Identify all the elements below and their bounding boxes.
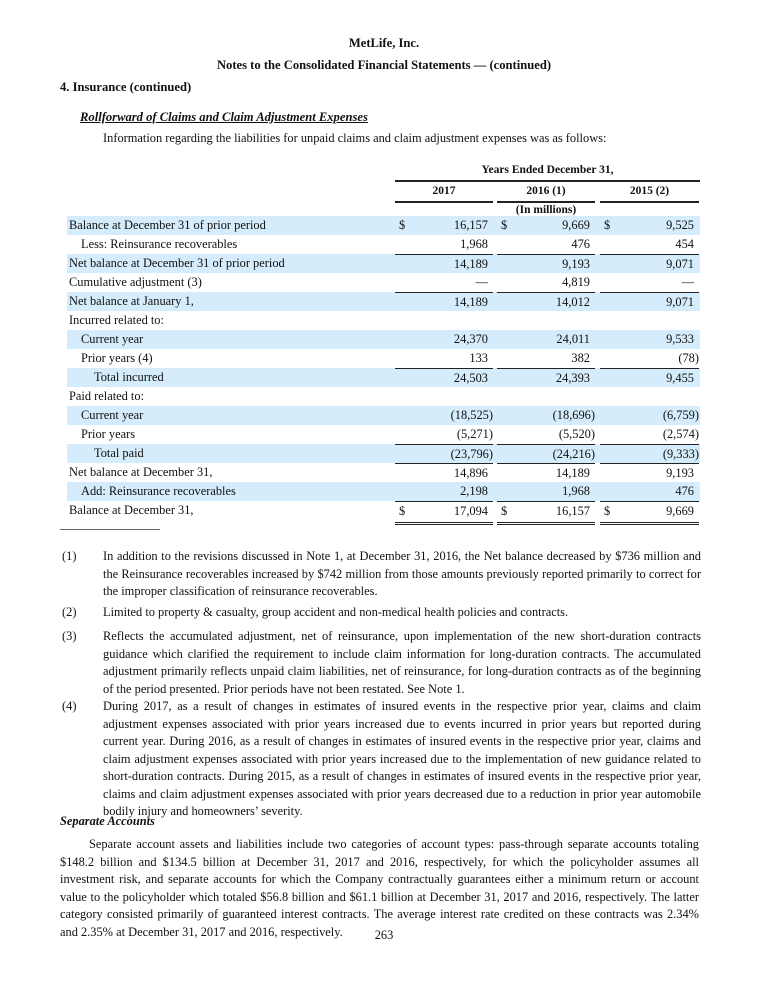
table-row: [67, 254, 700, 273]
row-label: Add: Reinsurance recoverables: [81, 484, 236, 498]
value-cell: [395, 425, 493, 444]
value-cell: [600, 216, 699, 235]
cell-value: 14,189: [555, 466, 590, 480]
row-label: Less: Reinsurance recoverables: [81, 237, 238, 251]
value-cell: [497, 501, 595, 521]
cell-value: 2,198: [460, 484, 488, 498]
cell-value: (18,525): [450, 408, 493, 422]
value-cell: [497, 330, 595, 349]
table-row: [67, 368, 700, 387]
table-row: [67, 292, 700, 311]
cell-value: 17,094: [453, 504, 488, 518]
value-cell: [600, 406, 699, 425]
value-cell: [395, 501, 493, 521]
row-label: Current year: [81, 408, 144, 422]
value-cell: [600, 501, 699, 521]
page-number: 263: [374, 928, 394, 942]
row-label: Paid related to:: [69, 389, 145, 403]
value-cell: [600, 254, 699, 274]
value-cell: [497, 482, 595, 501]
value-cell: [395, 311, 493, 330]
cell-value: 16,157: [453, 218, 488, 232]
cell-value: (24,216): [552, 447, 595, 461]
table-row: [67, 444, 700, 463]
cell-value: (18,696): [552, 408, 595, 422]
column-header-2015: 2015 (2): [629, 185, 670, 197]
table-row: [67, 273, 700, 292]
footnote: [62, 698, 702, 818]
footnote: [62, 628, 702, 698]
cell-value: 1,968: [460, 237, 488, 251]
row-label: Balance at December 31,: [69, 503, 194, 517]
value-cell: [497, 387, 595, 406]
cell-value: (6,759): [662, 408, 699, 422]
cell-value: (9,333): [662, 447, 699, 461]
cell-value: 14,012: [555, 295, 590, 309]
currency-symbol: $: [604, 504, 611, 518]
cell-value: 24,393: [555, 371, 590, 385]
row-label: Total incurred: [94, 370, 164, 384]
currency-symbol: $: [501, 504, 508, 518]
currency-symbol: $: [399, 218, 406, 232]
value-cell: [497, 349, 595, 368]
row-label: Prior years: [81, 427, 136, 441]
value-cell: [395, 482, 493, 501]
cell-value: 24,370: [453, 332, 488, 346]
footnote-rule: [60, 529, 160, 530]
cell-value: 476: [571, 237, 590, 251]
footnote: [62, 548, 702, 602]
value-cell: [600, 311, 699, 330]
table-row: [67, 330, 700, 349]
cell-value: (2,574): [662, 427, 699, 441]
row-label: Total paid: [94, 446, 144, 460]
cell-value: (78): [678, 351, 699, 365]
column-header-2016: 2016 (1): [526, 185, 566, 197]
value-cell: [600, 292, 699, 312]
table-row: [67, 216, 700, 235]
value-cell: [395, 406, 493, 425]
table-row: [67, 387, 700, 406]
cell-value: 9,071: [666, 257, 694, 271]
value-cell: [497, 254, 595, 274]
rollforward-heading: Rollforward of Claims and Claim Adjustment Expenses: [80, 110, 368, 124]
footnote-text: Reflects the accumulated adjustment, net of reinsurance, upon implementation of the new short-duration contracts guidance which clarified the requirement to include claim information for long-duration contracts. The accumulated adjustment primarily reflects unpaid claim liabilities, net of reinsurance, for long-duration contracts as of the beginning of the period presented. Prior periods have not been restated. See Note 1.: [103, 629, 701, 696]
cell-value: 24,011: [556, 332, 590, 346]
cell-value: (5,520): [558, 427, 595, 441]
column-rule: [497, 201, 595, 203]
rollforward-intro: Information regarding the liabilities for unpaid claims and claim adjustment expenses was as follows:: [103, 131, 607, 145]
cell-value: 1,968: [562, 484, 590, 498]
value-cell: [600, 273, 699, 292]
row-label: Incurred related to:: [69, 313, 164, 327]
footnote-number: (1): [62, 549, 77, 563]
value-cell: [395, 235, 493, 254]
value-cell: [497, 463, 595, 483]
table-row: [67, 425, 700, 444]
value-cell: [600, 368, 699, 388]
section-heading: 4. Insurance (continued): [60, 80, 192, 94]
footnote-number: (2): [62, 605, 77, 619]
footnote-number: (4): [62, 699, 77, 713]
value-cell: [600, 349, 699, 368]
table-row: [67, 311, 700, 330]
value-cell: [395, 273, 493, 292]
value-cell: [497, 216, 595, 235]
row-label: Prior years (4): [81, 351, 153, 365]
company-name: MetLife, Inc.: [348, 36, 420, 50]
header-rule: [395, 180, 700, 182]
cell-value: 9,193: [562, 257, 590, 271]
cell-value: 9,669: [562, 218, 590, 232]
row-label: Balance at December 31 of prior period: [69, 218, 266, 232]
footnote-number: (3): [62, 629, 77, 643]
value-cell: [395, 292, 493, 312]
value-cell: [395, 387, 493, 406]
value-cell: [497, 425, 595, 444]
value-cell: [497, 368, 595, 388]
value-cell: [395, 463, 493, 483]
cell-value: 9,071: [666, 295, 694, 309]
cell-value: 9,525: [666, 218, 694, 232]
currency-symbol: $: [501, 218, 508, 232]
value-cell: [600, 425, 699, 444]
units-label: (In millions): [515, 204, 577, 216]
separate-accounts-paragraph: Separate account assets and liabilities include two categories of account types: pass-through separate accounts totaling $148.2 billion and $134.5 billion at December 31, 2017 and 2016, respectively, for which the policyholder assumes all investment risk, and separate accounts for which the Company contractually guarantees either a minimum return or account value to the policyholder which totaled $56.8 billion and $61.1 billion at December 31, 2017 and 2016, respectively. The latter category consisted primarily of guaranteed interest contracts. The average interest rate credited on these contracts was 2.34% and 2.35% at December 31, 2017 and 2016, respectively.: [60, 837, 699, 939]
column-rule: [600, 201, 699, 203]
page-subtitle: Notes to the Consolidated Financial Statements — (continued): [216, 58, 552, 72]
value-cell: [497, 311, 595, 330]
row-label: Net balance at December 31,: [69, 465, 213, 479]
cell-value: 16,157: [555, 504, 590, 518]
cell-value: 24,503: [453, 371, 488, 385]
cell-value: 4,819: [562, 275, 590, 289]
value-cell: [497, 406, 595, 425]
value-cell: [395, 254, 493, 274]
cell-value: (23,796): [450, 447, 493, 461]
table-row: [67, 406, 700, 425]
footnote-text: During 2017, as a result of changes in estimates of insured events in the respective prior year, claims and claim adjustment expenses associated with prior years increased due to events incurred in prior years but reported during current year. During 2016, as a result of changes in estimates of insured events in the respective prior year, claims and claim adjustment expenses associated with prior years increased due to the implementation of new guidance related to short-duration contracts. During 2015, as a result of changes in estimates of insured events in the respective prior year, claims and claim adjustment expenses associated with prior years decreased due to a reduction in prior year automobile bodily injury and homeowners’ severity.: [103, 699, 701, 818]
table-row: [67, 501, 700, 520]
value-cell: [600, 482, 699, 501]
period-header: Years Ended December 31,: [481, 164, 614, 176]
value-cell: [395, 444, 493, 464]
row-label: Cumulative adjustment (3): [69, 275, 202, 289]
row-label: Net balance at January 1,: [69, 294, 194, 308]
column-header-2017: 2017: [432, 185, 456, 197]
cell-value: 9,193: [666, 466, 694, 480]
footnote: [62, 604, 702, 622]
cell-value: 454: [675, 237, 694, 251]
value-cell: [395, 216, 493, 235]
value-cell: [497, 235, 595, 254]
cell-value: (5,271): [456, 427, 493, 441]
cell-value: 14,189: [453, 295, 488, 309]
value-cell: [395, 349, 493, 368]
currency-symbol: $: [604, 218, 611, 232]
footnote-text: Limited to property & casualty, group accident and non-medical health policies and contracts.: [103, 605, 569, 619]
cell-value: 9,455: [666, 371, 694, 385]
cell-value: 133: [469, 351, 488, 365]
row-label: Net balance at December 31 of prior period: [69, 256, 285, 270]
value-cell: [600, 444, 699, 464]
cell-value: 476: [675, 484, 694, 498]
footnote-text: In addition to the revisions discussed in Note 1, at December 31, 2016, the Net balance decreased by $736 million and the Reinsurance recoverables increased by $742 million from those amounts previously reported primarily to correct for the improper classification of reinsurance recoverables.: [103, 549, 701, 598]
cell-value: —: [681, 275, 694, 289]
value-cell: [497, 444, 595, 464]
table-row: [67, 482, 700, 501]
column-rule: [395, 201, 493, 203]
table-row: [67, 349, 700, 368]
cell-value: 14,189: [453, 257, 488, 271]
value-cell: [497, 292, 595, 312]
value-cell: [395, 368, 493, 388]
table-row: [67, 463, 700, 482]
table-row: [67, 235, 700, 254]
currency-symbol: $: [399, 504, 406, 518]
value-cell: [497, 273, 595, 292]
value-cell: [600, 387, 699, 406]
cell-value: 9,533: [666, 332, 694, 346]
row-label: Current year: [81, 332, 144, 346]
cell-value: 14,896: [453, 466, 488, 480]
value-cell: [395, 330, 493, 349]
separate-accounts-heading: Separate Accounts: [60, 814, 155, 828]
cell-value: 9,669: [666, 504, 694, 518]
value-cell: [600, 463, 699, 483]
cell-value: 382: [571, 351, 590, 365]
value-cell: [600, 330, 699, 349]
cell-value: —: [475, 275, 488, 289]
value-cell: [600, 235, 699, 254]
